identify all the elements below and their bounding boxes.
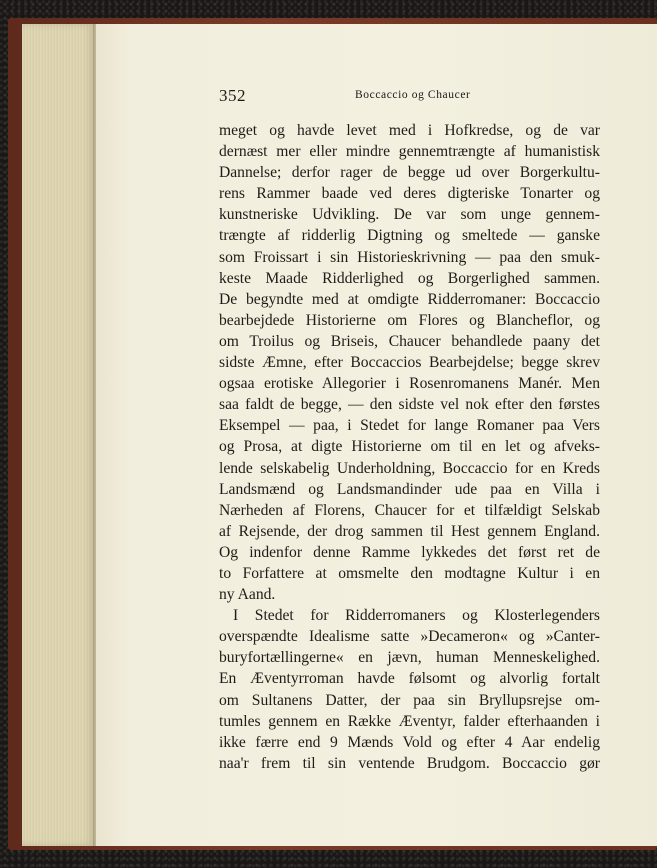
text-line: sidste Æmne, efter Boccaccios Bearbejdelse; begge skrev bbox=[219, 354, 600, 372]
text-line: buryfortællingerne« en jævn, human Menneskelighed. bbox=[219, 649, 600, 667]
text-line: overspændte Idealisme satte »Decameron« og »Canter- bbox=[219, 628, 600, 646]
text-line: ikke færre end 9 Mænds Vold og efter 4 Aar endelig bbox=[219, 733, 600, 751]
text-line: og Prosa, at digte Historierne om til en let og afveks- bbox=[219, 438, 600, 456]
text-line: to Forfattere at omsmelte den modtagne Kultur i en bbox=[219, 564, 600, 582]
body-text bbox=[219, 120, 600, 774]
text-line: lende selskabelig Underholdning, Boccaccio for en Kreds bbox=[219, 459, 600, 477]
text-line: I Stedet for Ridderromaners og Klosterlegenders bbox=[233, 607, 600, 625]
text-line: naa'r frem til sin ventende Brudgom. Boccaccio gør bbox=[219, 754, 600, 772]
text-line: ny Aand. bbox=[219, 586, 276, 604]
text-line: dernæst mer eller mindre gennemtrængte af humanistisk bbox=[219, 143, 600, 161]
page-header bbox=[219, 86, 599, 108]
text-line: Og indenfor denne Ramme lykkedes det først ret de bbox=[219, 543, 600, 561]
text-line: Dannelse; derfor rager de begge ud over Borgerkultu- bbox=[219, 164, 600, 182]
page-number: 352 bbox=[219, 86, 246, 105]
text-line: Landsmænd og Landsmandinder ude paa en Villa i bbox=[219, 480, 600, 498]
text-line: En Æventyrroman havde følsomt og alvorlig fortalt bbox=[219, 670, 600, 688]
page-edges bbox=[22, 24, 96, 846]
text-line: meget og havde levet med i Hofkredse, og de var bbox=[219, 122, 600, 139]
running-head: Boccaccio og Chaucer bbox=[355, 89, 471, 101]
text-line: Eksempel — paa, i Stedet for lange Romaner paa Vers bbox=[219, 417, 600, 435]
text-line: keste Maade Ridderlighed og Borgerlighed sammen. bbox=[219, 269, 600, 287]
text-line: saa faldt de begge, — den sidste vel nok efter den førstes bbox=[219, 396, 600, 414]
text-line: om Troilus og Briseis, Chaucer behandlede paany det bbox=[219, 332, 600, 350]
text-line: af Rejsende, der drog sammen til Hest gennem England. bbox=[219, 522, 600, 540]
text-line: bearbejdede Historierne om Flores og Blancheflor, og bbox=[219, 311, 600, 329]
text-line: rens Rammer baade ved deres digteriske Tonarter og bbox=[219, 185, 600, 203]
text-line: trængte af ridderlig Digtning og smeltede — ganske bbox=[219, 227, 600, 245]
text-line: om Sultanens Datter, der paa sin Bryllupsrejse om- bbox=[219, 691, 600, 709]
text-line: De begyndte med at omdigte Ridderromaner: Boccaccio bbox=[219, 290, 600, 308]
text-line: Nærheden af Florens, Chaucer for et tilfældigt Selskab bbox=[219, 501, 600, 519]
text-line: som Froissart i sin Historieskrivning — paa den smuk- bbox=[219, 248, 600, 266]
text-line: kunstneriske Udvikling. De var som unge gennem- bbox=[219, 206, 600, 224]
text-line: ogsaa erotiske Allegorier i Rosenromanens Manér. Men bbox=[219, 375, 600, 393]
text-line: tumles gennem en Række Æventyr, falder efterhaanden i bbox=[219, 712, 600, 730]
